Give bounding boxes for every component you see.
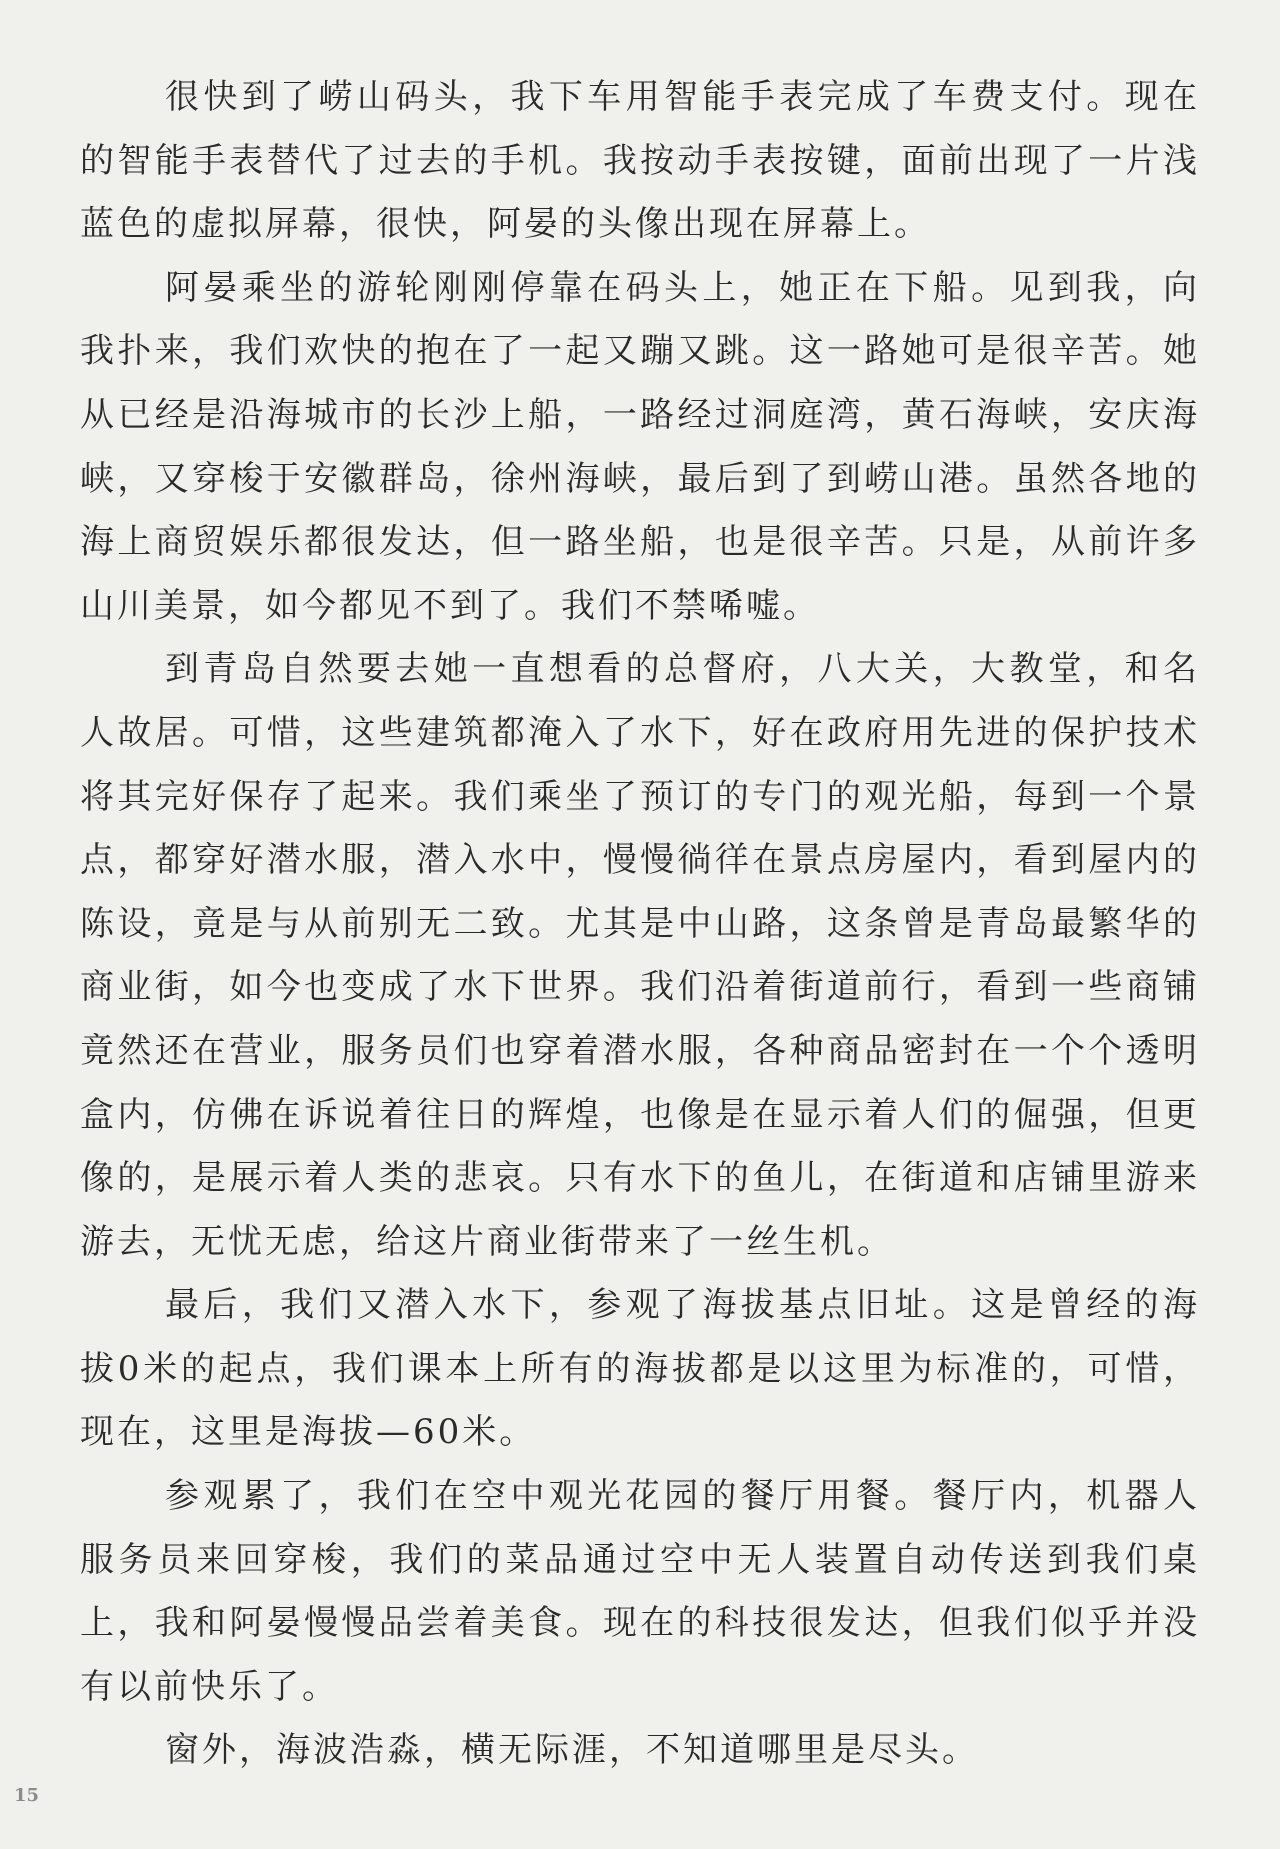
paragraph-6: 窗外，海波浩淼，横无际涯，不知道哪里是尽头。 [165,1730,979,1771]
paragraph-4: 最后，我们又潜入水下，参观了海拔基点旧址。这是曾经的海拔0米的起点，我们课本上所有的海拔都是以这里为标准的，可惜，现在，这里是海拔—60米。 [80,1285,1200,1453]
page-number: 15 [14,1785,40,1806]
article-body [80,66,1200,1783]
paragraph-1: 很快到了崂山码头，我下车用智能手表完成了车费支付。现在的智能手表替代了过去的手机。我按动手表按键，面前出现了一片浅蓝色的虚拟屏幕，很快，阿晏的头像出现在屏幕上。 [80,77,1200,245]
paragraph-2: 阿晏乘坐的游轮刚刚停靠在码头上，她正在下船。见到我，向我扑来，我们欢快的抱在了一起又蹦又跳。这一路她可是很辛苦。她从已经是沿海城市的长沙上船，一路经过洞庭湾，黄石海峡，安庆海峡，又穿梭于安徽群岛，徐州海峡，最后到了到崂山港。虽然各地的海上商贸娱乐都很发达，但一路坐船，也是很辛苦。只是，从前许多山川美景，如今都见不到了。我们不禁唏嘘。 [80,267,1200,626]
paragraph-5: 参观累了，我们在空中观光花园的餐厅用餐。餐厅内，机器人服务员来回穿梭，我们的菜品通过空中无人装置自动传送到我们桌上，我和阿晏慢慢品尝着美食。现在的科技很发达，但我们似乎并没有以前快乐了。 [80,1476,1200,1707]
paragraph-3: 到青岛自然要去她一直想看的总督府，八大关，大教堂，和名人故居。可惜，这些建筑都淹入了水下，好在政府用先进的保护技术将其完好保存了起来。我们乘坐了预订的专门的观光船，每到一个景点，都穿好潜水服，潜入水中，慢慢徜徉在景点房屋内，看到屋内的陈设，竟是与从前别无二致。尤其是中山路，这条曾是青岛最繁华的商业街，如今也变成了水下世界。我们沿着街道前行，看到一些商铺竟然还在营业，服务员们也穿着潜水服，各种商品密封在一个个透明盒内，仿佛在诉说着往日的辉煌，也像是在显示着人们的倔强，但更像的，是展示着人类的悲哀。只有水下的鱼儿，在街道和店铺里游来游去，无忧无虑，给这片商业街带来了一丝生机。 [80,649,1200,1262]
